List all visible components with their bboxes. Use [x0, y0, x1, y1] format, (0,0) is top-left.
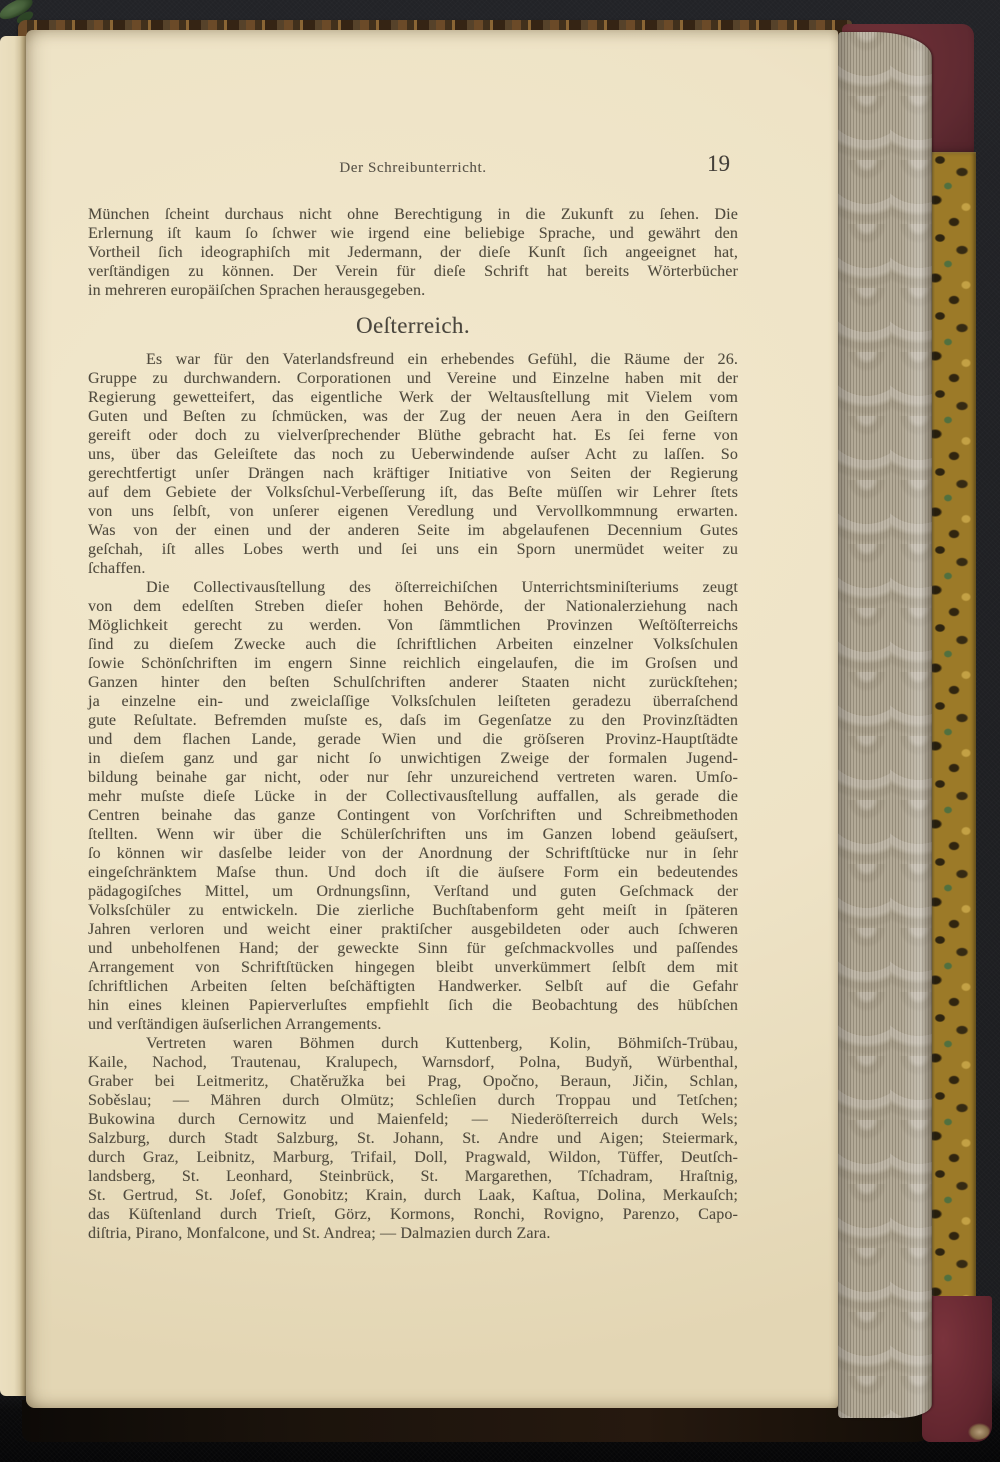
- page-body-text: [88, 205, 738, 1243]
- text-line: München ſcheint durchaus nicht ohne Berechtigung in die Zukunft zu ſehen. Die: [88, 206, 738, 223]
- text-line: und verſtändigen äuſserlichen Arrangements.: [88, 1016, 382, 1033]
- text-line: und dem flachen Lande, gerade Wien und die gröſseren Provinz-Hauptſtädte: [88, 731, 738, 748]
- text-line: mehr muſste dieſe Lücke in der Collectivausſtellung auffallen, als gerade die: [88, 788, 738, 805]
- text-line: eingeſchränktem Maſse thun. Und doch iſt die äuſsere Form ein bedeutendes: [88, 864, 738, 881]
- text-line: Ganzen hinter den beſten Schulſchriften anderer Staaten nicht zurückſtehen;: [88, 674, 738, 691]
- text-line: Vortheil ſich ideographiſch mit Jedermann, der dieſe Kunſt ſich angeeignet hat,: [88, 244, 738, 261]
- text-line: Salzburg, durch Stadt Salzburg, St. Johann, St. Andre und Aigen; Steiermark,: [88, 1130, 738, 1147]
- text-line: in dieſem ganz und gar nicht ſo unwichtigen Zweige der formalen Jugend-: [88, 750, 738, 767]
- text-line: Erlernung iſt kaum ſo ſchwer wie irgend eine beliebige Sprache, und gewährt den: [88, 225, 738, 242]
- text-line: Jahren verloren und weicht einer praktiſcher ausgebildeten oder auch ſchweren: [88, 921, 738, 938]
- page-number: 19: [707, 151, 730, 176]
- leather-corner-bottom: [922, 1296, 992, 1442]
- text-line: in mehreren europäiſchen Sprachen herausgegeben.: [88, 282, 426, 299]
- text-line: gerechtfertigt unſer Drängen nach kräftiger Initiative von Seiten der Regierung: [88, 465, 738, 482]
- text-line: Kaile, Nachod, Trautenau, Kralupech, Warnsdorf, Polna, Budyň, Würbenthal,: [88, 1054, 738, 1071]
- text-line: das Küſtenland durch Trieſt, Görz, Kormons, Ronchi, Rovigno, Parenzo, Capo-: [88, 1206, 738, 1223]
- text-line: ſind zu dieſem Zwecke auch die ſchriftlichen Arbeiten einzelner Volksſchulen: [88, 636, 738, 653]
- text-line: ſowie Schönſchriften im engern Sinne reichlich eingelaufen, die im Groſsen und: [88, 655, 738, 672]
- text-line: Volksſchüler zu entwickeln. Die zierliche Buchſtabenform geht meiſt in ſpäteren: [88, 902, 738, 919]
- paragraph-intro: [88, 205, 738, 300]
- text-line: St. Gertrud, St. Joſef, Gonobitz; Krain, durch Laak, Kaſtua, Dolina, Merkauſch;: [88, 1187, 738, 1204]
- text-line: uns, über das Geleiſtete das noch zu Ueberwindende auſser Acht zu laſſen. So: [88, 446, 738, 463]
- text-line: Was von der einen und der anderen Seite im abgelaufenen Decennium Gutes: [88, 522, 738, 539]
- text-line: diſtria, Pirano, Monfalcone, und St. Andrea; — Dalmazien durch Zara.: [88, 1225, 551, 1242]
- text-line: verſtändigen zu können. Der Verein für dieſe Schrift hat bereits Wörterbücher: [88, 263, 738, 280]
- text-line: Es war für den Vaterlandsfreund ein erhebendes Gefühl, die Räume der 26.: [146, 351, 738, 368]
- text-line: Graber bei Leitmeritz, Chatěružka bei Prag, Opočno, Beraun, Jičin, Schlan,: [88, 1073, 738, 1090]
- text-line: pädagogiſches Mittel, um Ordnungsſinn, Verſtand und guten Geſchmack der: [88, 883, 738, 900]
- paragraph-oesterreich-2: [88, 578, 738, 1034]
- text-line: hin eines kleinen Papierverluſtes empfiehlt ſich die Beobachtung des hübſchen: [88, 997, 738, 1014]
- text-line: Die Collectivausſtellung des öſterreichiſchen Unterrichtsminiſteriums zeugt: [146, 579, 738, 596]
- text-line: gereift oder doch zu vielverſprechender Blüthe gebracht hat. Es ſei ferne von: [88, 427, 738, 444]
- paragraph-places: [88, 1034, 738, 1243]
- text-line: durch Graz, Leibnitz, Marburg, Trifail, Doll, Pragwald, Wildon, Tüffer, Deutſch-: [88, 1149, 738, 1166]
- text-line: landsberg, St. Leonhard, Steinbrück, St. Margarethen, Tſchadram, Hraſtnig,: [88, 1168, 738, 1185]
- text-line: Gruppe zu durchwandern. Corporationen und Vereine und Einzelne haben mit der: [88, 370, 738, 387]
- page-fore-edge: [838, 32, 932, 1418]
- text-line: ſo können wir dasſelbe leider von der Anordnung der Schriftſtücke nur in ſehr: [88, 845, 738, 862]
- text-line: Möglichkeit gerecht zu werden. Von ſämmtlichen Provinzen Weſtöſterreichs: [88, 617, 738, 634]
- text-line: Arrangement von Schriftſtücken hingegen bleibt unverkümmert ſelbſt dem mit: [88, 959, 738, 976]
- text-line: gute Reſultate. Befremden muſste es, daſs im Gegenſatze zu den Provinzſtädten: [88, 712, 738, 729]
- text-line: ja einzelne ein- und zweiclaſſige Volksſchulen leiſteten geradezu überraſchend: [88, 693, 738, 710]
- paragraph-oesterreich-1: [88, 350, 738, 578]
- text-line: auf dem Gebiete der Volksſchul-Verbeſſerung iſt, das Beſte müſſen wir Lehrer ſtets: [88, 484, 738, 501]
- text-line: Bukowina durch Cernowitz und Maienfeld; — Niederöſterreich durch Wels;: [88, 1111, 738, 1128]
- text-line: bildung beinahe gar nicht, oder nur ſehr unzureichend vertreten waren. Umſo-: [88, 769, 738, 786]
- text-line: Vertreten waren Böhmen durch Kuttenberg, Kolin, Böhmiſch-Trübau,: [146, 1035, 738, 1052]
- text-line: von dem edelſten Streben dieſer hohen Behörde, der Nationalerziehung nach: [88, 598, 738, 615]
- running-header: Der Schreibunterricht.: [339, 160, 487, 176]
- text-line: von uns ſelbſt, von unſerer eigenen Veredlung und Vervollkommnung erwarten.: [88, 503, 738, 520]
- facing-page-edge: [0, 36, 26, 1396]
- text-line: Guten und Beſten zu ſchmücken, was der Zug der neuen Aera in den Geiſtern: [88, 408, 738, 425]
- text-line: ſtellten. Wenn wir über die Schülerſchriften uns im Ganzen lobend geäuſsert,: [88, 826, 738, 843]
- text-line: geſchah, iſt alles Lobes werth und ſei uns ein Sporn unermüdet weiter zu: [88, 541, 738, 558]
- marbled-cover-edge: [930, 152, 976, 1304]
- section-heading: Oeſterreich.: [356, 313, 470, 338]
- text-line: ſchaffen.: [88, 560, 146, 577]
- book-page: [26, 30, 838, 1408]
- text-line: und unbeholfenen Hand; der geweckte Sinn für geſchmackvolles und paſſendes: [88, 940, 738, 957]
- page-header: [88, 151, 738, 190]
- text-line: Regierung gewetteifert, das eigentliche Werk der Weltausſtellung mit Vielem vom: [88, 389, 738, 406]
- text-line: Centren beinahe das ganze Contingent von Vorſchriften und Schreibmethoden: [88, 807, 738, 824]
- text-line: ſchriftlichen Arbeiten ſelten beſchäftigten Handwerker. Selbſt auf die Gefahr: [88, 978, 738, 995]
- text-line: Soběslau; — Mähren durch Olmütz; Schleſien durch Troppau und Tetſchen;: [88, 1092, 738, 1109]
